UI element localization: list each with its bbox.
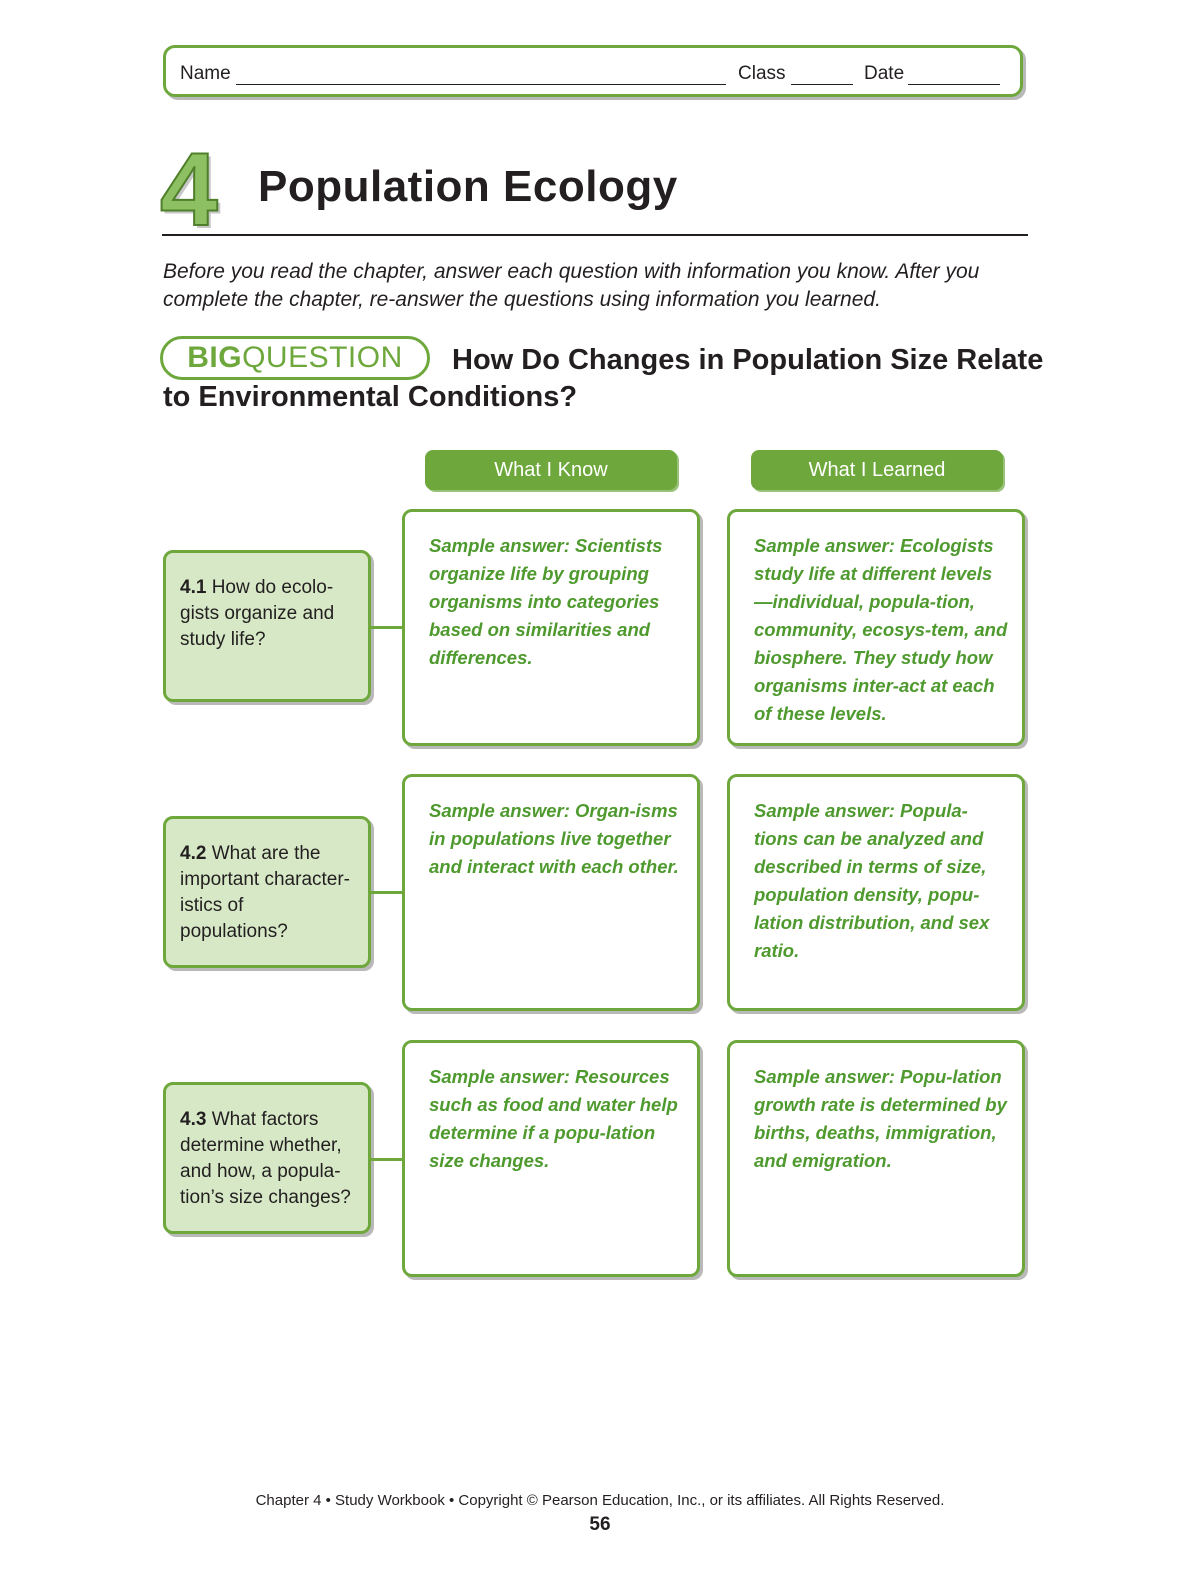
know-answer-box[interactable] <box>402 509 700 746</box>
learned-answer-text: Sample answer: Popula-tions can be analyzed and described in terms of size, population density, popu-lation distribution, and sex ratio. <box>754 800 990 961</box>
page-title: Population Ecology <box>258 162 678 211</box>
know-answer-text: Sample answer: Organ-isms in populations live together and interact with each other. <box>429 800 679 877</box>
learned-answer-text: Sample answer: Ecologists study life at different levels—individual, popula-tion, community, ecosys-tem, and biosphere. They study how organisms inter-act at each of these levels. <box>754 535 1008 724</box>
title-divider <box>162 234 1028 236</box>
connector-line <box>371 891 402 894</box>
learned-answer-box[interactable] <box>727 509 1025 746</box>
name-class-date-bar <box>163 45 1023 97</box>
big-question-text: How Do Changes in Population Size Relate to Environmental Conditions? <box>163 344 1044 413</box>
copyright-footer: Chapter 4 • Study Workbook • Copyright © Pearson Education, Inc., or its affiliates. All Rights Reserved. <box>255 1492 945 1509</box>
know-answer-text: Sample answer: Resources such as food and water help determine if a popu-lation size changes. <box>429 1066 678 1171</box>
class-field[interactable] <box>791 84 853 85</box>
date-label: Date <box>864 63 905 84</box>
name-field[interactable] <box>236 84 726 85</box>
what-i-know-header: What I Know <box>425 450 677 490</box>
what-i-learned-header: What I Learned <box>751 450 1003 490</box>
question-number: 4.2 <box>180 843 207 864</box>
big-question-badge <box>160 336 430 380</box>
question-box-4-1 <box>163 550 371 702</box>
learned-answer-box[interactable] <box>727 1040 1025 1277</box>
date-field[interactable] <box>908 84 1000 85</box>
question-text: How do ecolo-gists organize and study life? <box>180 577 335 650</box>
know-answer-box[interactable] <box>402 1040 700 1277</box>
connector-line <box>371 626 402 629</box>
question-text: What are the important character-istics of populations? <box>180 843 351 942</box>
chapter-number: 4 <box>160 132 218 248</box>
page-number: 56 <box>589 1514 611 1535</box>
class-label: Class <box>738 63 786 84</box>
connector-line <box>371 1158 402 1161</box>
badge-bold-text: BIG <box>187 341 243 374</box>
know-answer-box[interactable] <box>402 774 700 1011</box>
question-box-4-2 <box>163 816 371 968</box>
name-label: Name <box>180 63 231 84</box>
question-number: 4.3 <box>180 1109 207 1130</box>
know-answer-text: Sample answer: Scientists organize life by grouping organisms into categories based on similarities and differences. <box>429 535 663 668</box>
badge-light-text: QUESTION <box>242 341 403 374</box>
question-text: What factors determine whether, and how, a popula-tion’s size changes? <box>180 1109 351 1208</box>
learned-answer-text: Sample answer: Popu-lation growth rate is determined by births, deaths, immigration, and emigration. <box>754 1066 1007 1171</box>
learned-answer-box[interactable] <box>727 774 1025 1011</box>
question-number: 4.1 <box>180 577 207 598</box>
instructions: Before you read the chapter, answer each question with information you know. After you complete the chapter, re-answer the questions using information you learned. <box>163 260 980 311</box>
question-box-4-3 <box>163 1082 371 1234</box>
